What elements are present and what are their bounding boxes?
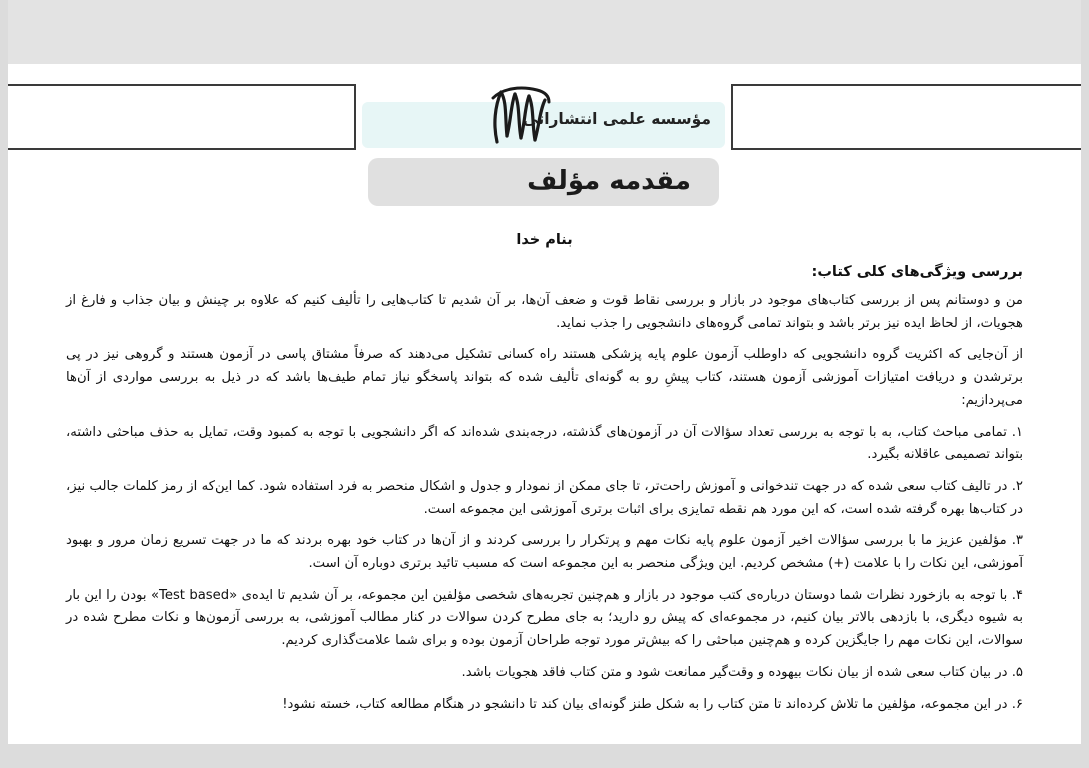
basmala-line: بنام خدا <box>516 232 573 248</box>
publisher-name: مؤسسه علمی انتشاراتی <box>522 110 711 128</box>
document-body <box>66 232 1023 716</box>
header-rule-right-upper <box>733 84 1081 86</box>
bottom-margin-band <box>0 744 1089 768</box>
body-paragraph: ۶. در این مجموعه، مؤلفین ما تلاش کرده‌اند تا متن کتاب را به شکل طنز گونه‌ای بیان کند تا دانشجو در هنگام مطالعه کتاب، خسته نشود! <box>282 696 1023 712</box>
section-title: بررسی ویژگی‌های کلی کتاب: <box>811 264 1023 280</box>
right-margin-band <box>1081 0 1089 768</box>
body-paragraph: از آن‌جایی که اکثریت گروه دانشجویی که داوطلب آزمون علوم پایه پزشکی هستند راه کسانی تشکیل می‌دهند که صرفاً مشتاق پاسی در آزمون هستند و گروهی نیز در پی برترشدن و دریافت امتیازات آموزشی آزمون هستند، کتاب پیشِ رو به گونه‌ای تألیف شده که بتواند پاسخگو نیاز تمام طیف‌ها باشد که در ذیل به بررسی مواردی از آن‌ها می‌پردازیم: <box>66 347 1023 408</box>
header-rule-left-lower <box>8 148 354 150</box>
page-title: مقدمه مؤلف <box>527 166 691 196</box>
body-paragraph: ۳. مؤلفین عزیز ما با بررسی سؤالات اخیر آزمون علوم پایه نکات مهم و پرتکرار را بررسی کردند و از آن‌ها در کتاب خود بهره بردند که ما در جهت تسریع زمان مرور و بهبود آموزشی، این نکات را با علامت (+) مشخص کردیم. این ویژگی منحصر به این مجموعه است که مسبب تائید برتری دوباره آن است. <box>66 533 1023 572</box>
header-tick-right <box>731 84 733 150</box>
scribble-signature-icon <box>487 84 557 150</box>
body-paragraph: ۵. در بیان کتاب سعی شده از بیان نکات بیهوده و وقت‌گیر ممانعت شود و متن کتاب فاقد هجویات باشد. <box>461 664 1023 680</box>
header-tick-left <box>354 84 356 150</box>
left-margin-band <box>0 0 8 768</box>
body-paragraph: ۴. با توجه به بازخورد نظرات شما دوستان درباره‌ی کتب موجود در بازار و هم‌چنین تجربه‌های شخصی مؤلفین این مجموعه، بر آن شدیم تا ایده‌ی «Test based» بودن را این بار به شیوه دیگری، با بازدهی بالاتر بیان کنیم، در مجموعه‌ای که پیش رو دارید؛ به جای مطرح کردن سوالات در کنار مطالب آموزشی، به بررسی آزمون‌ها و نکات مطرح شده در سوالات، این نکات مهم را جایگزین کرده و هم‌چنین مباحثی را که بیش‌تر مورد توجه طراحان آزمون بوده و برای شما علامت‌گذاری کردیم. <box>66 587 1023 649</box>
body-paragraph: ۲. در تالیف کتاب سعی شده که در جهت تندخوانی و آموزش راحت‌تر، تا جای ممکن از نمودار و جدول و اشکال منحصر به فرد استفاده شود. کما این‌که از رمز کلمات جالب نیز، در کتاب‌ها بهره گرفته شده است، که این مورد هم نقطه تمایزی برای اثبات برتری آموزشی این مجموعه است. <box>66 478 1023 517</box>
top-margin-band-inner <box>8 0 1081 64</box>
document-header <box>362 86 725 218</box>
body-paragraph: ۱. تمامی مباحث کتاب، به با توجه به بررسی تعداد سؤالات آن در آزمون‌های گذشته، درجه‌بندی شده‌اند که اگر دانشجویی با توجه به کمبود وقت، تمایل به حذف مباحثی داشته، بتواند تصمیمی عاقلانه بگیرد. <box>66 424 1023 463</box>
header-rule-left-upper <box>8 84 354 86</box>
body-paragraph: من و دوستانم پس از بررسی کتاب‌های موجود در بازار و بررسی نقاط قوت و ضعف آن‌ها، بر آن شدیم تا کتاب‌هایی را تألیف کنیم که علاوه بر چینش و بیان جذاب و فارغ از هجویات، از لحاظ ایده نیز برتر باشد و بتواند تمامی گروه‌های دانشجویی را جذب نماید. <box>66 293 1023 331</box>
header-rule-right-lower <box>733 148 1081 150</box>
